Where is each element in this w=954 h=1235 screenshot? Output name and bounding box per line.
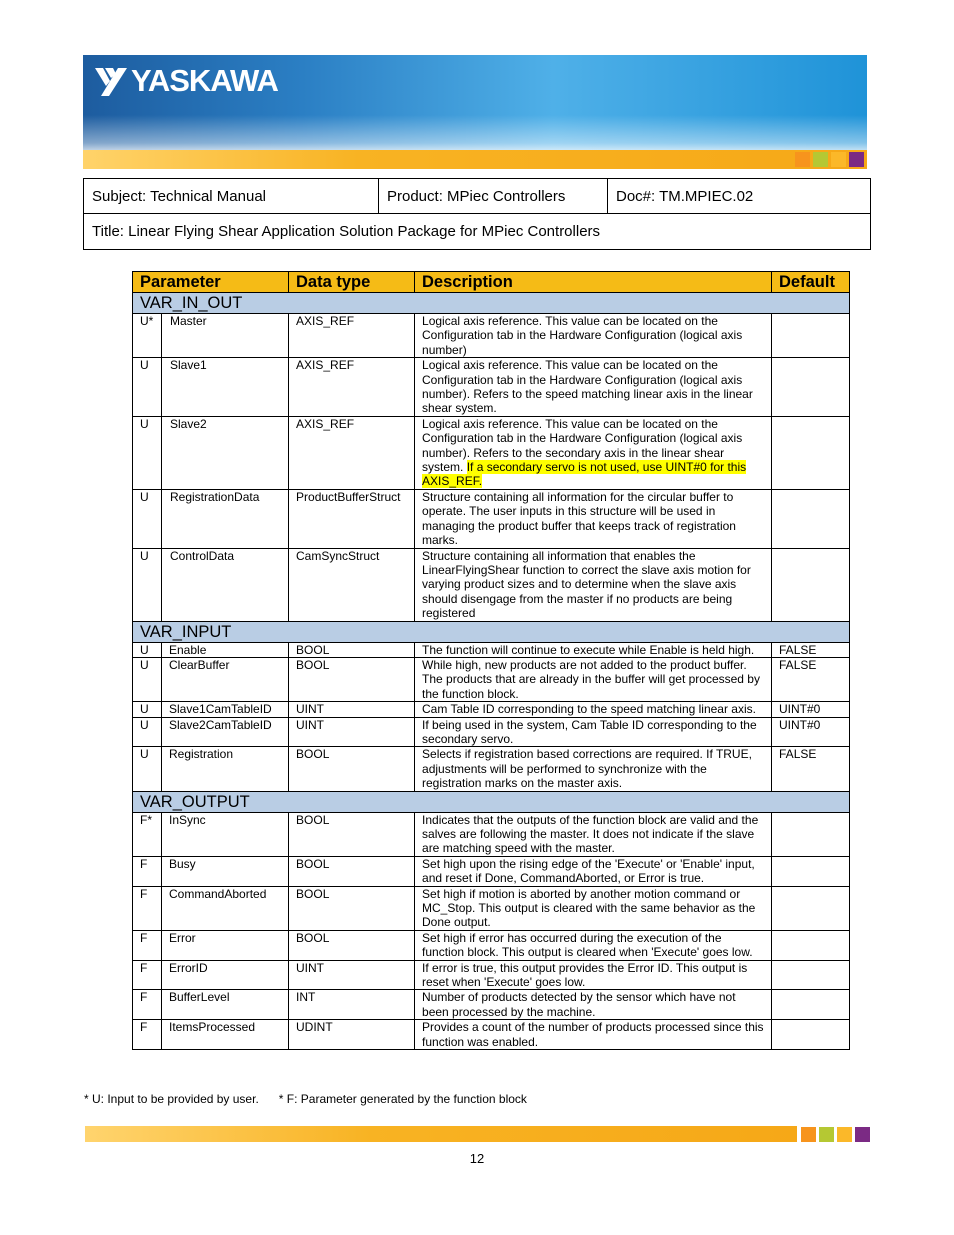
banner-wave <box>83 115 867 155</box>
param-description-cell <box>415 314 772 358</box>
square-purple <box>849 152 864 167</box>
square-yellow <box>837 1127 852 1142</box>
table-row <box>133 548 850 621</box>
param-kind-cell: U <box>133 747 162 791</box>
highlighted-note: If a secondary servo is not used, use UINT#0 for this AXIS_REF. <box>422 460 747 489</box>
param-type-cell: UDINT <box>289 1020 415 1050</box>
param-name-cell: Slave1CamTableID <box>162 702 289 717</box>
param-kind-cell: U <box>133 657 162 701</box>
table-row <box>133 886 850 930</box>
table-row <box>133 702 850 717</box>
section-label: VAR_INPUT <box>133 621 850 642</box>
param-kind-cell: F <box>133 856 162 886</box>
param-name-cell: ErrorID <box>162 960 289 990</box>
title-cell: Title: Linear Flying Shear Application Solution Package for MPiec Controllers <box>84 214 871 250</box>
description-text: Provides a count of the number of products processed since this function was enabled. <box>422 1020 764 1049</box>
param-name-cell: Slave2CamTableID <box>162 717 289 747</box>
param-type-cell: AXIS_REF <box>289 358 415 417</box>
param-description-cell <box>415 548 772 621</box>
table-row <box>133 642 850 657</box>
param-name-cell: Enable <box>162 642 289 657</box>
square-yellow <box>831 152 846 167</box>
header-parameter: Parameter <box>133 272 289 293</box>
param-kind-cell: U <box>133 702 162 717</box>
param-name-cell: Registration <box>162 747 289 791</box>
param-description-cell <box>415 856 772 886</box>
footer-squares <box>801 1127 870 1142</box>
description-text: While high, new products are not added to the product buffer. The products that are already in the buffer will get processed by the function block. <box>422 657 760 701</box>
table-row <box>133 930 850 960</box>
table-row <box>133 358 850 417</box>
param-default-cell <box>772 856 850 886</box>
param-default-cell <box>772 930 850 960</box>
param-name-cell: ItemsProcessed <box>162 1020 289 1050</box>
param-description-cell <box>415 1020 772 1050</box>
param-kind-cell: F <box>133 990 162 1020</box>
description-text: Structure containing all information that enables the LinearFlyingShear function to correct the slave axis motion for varying product sizes and to determine when the slave axis should disengage from the master if no products are being registered <box>422 548 751 621</box>
header-default: Default <box>772 272 850 293</box>
section-label: VAR_IN_OUT <box>133 293 850 314</box>
param-kind-cell: U <box>133 548 162 621</box>
param-kind-cell: U <box>133 358 162 417</box>
header-datatype: Data type <box>289 272 415 293</box>
param-type-cell: BOOL <box>289 642 415 657</box>
param-default-cell <box>772 960 850 990</box>
param-kind-cell: F <box>133 960 162 990</box>
description-text: Logical axis reference. This value can be located on the Configuration tab in the Hardware Configuration (logical axis number) <box>422 314 743 357</box>
footnote: * U: Input to be provided by user. * F: Parameter generated by the function block <box>84 1092 527 1106</box>
header-description: Description <box>415 272 772 293</box>
description-text: Set high upon the rising edge of the 'Execute' or 'Enable' input, and reset if Done, CommandAborted, or Error is true. <box>422 856 755 886</box>
param-default-cell <box>772 548 850 621</box>
table-row <box>133 960 850 990</box>
param-type-cell: BOOL <box>289 856 415 886</box>
param-description-cell <box>415 717 772 747</box>
param-description-cell <box>415 657 772 701</box>
param-name-cell: Slave1 <box>162 358 289 417</box>
square-orange <box>795 152 810 167</box>
table-row <box>133 812 850 856</box>
param-default-cell <box>772 886 850 930</box>
param-description-cell <box>415 747 772 791</box>
param-type-cell: UINT <box>289 702 415 717</box>
param-type-cell: BOOL <box>289 812 415 856</box>
table-row <box>133 1020 850 1050</box>
header-squares <box>795 152 864 167</box>
square-green <box>813 152 828 167</box>
param-name-cell: Busy <box>162 856 289 886</box>
param-default-cell: FALSE <box>772 747 850 791</box>
section-label: VAR_OUTPUT <box>133 791 850 812</box>
param-kind-cell: F <box>133 930 162 960</box>
param-default-cell: UINT#0 <box>772 717 850 747</box>
param-description-cell <box>415 960 772 990</box>
table-row <box>133 416 850 489</box>
param-description-cell <box>415 358 772 417</box>
param-default-cell <box>772 416 850 489</box>
doc-number-cell: Doc#: TM.MPIEC.02 <box>608 179 871 214</box>
description-text: The function will continue to execute while Enable is held high. <box>422 642 755 657</box>
parameter-table <box>132 271 850 1050</box>
square-orange <box>801 1127 816 1142</box>
footer-orange-band <box>85 1126 797 1142</box>
yaskawa-logo <box>93 61 278 101</box>
table-row <box>133 657 850 701</box>
description-text: Number of products detected by the sensor which have not been processed by the machine. <box>422 990 736 1019</box>
param-name-cell: ClearBuffer <box>162 657 289 701</box>
table-row <box>133 856 850 886</box>
table-row <box>133 314 850 358</box>
param-description-cell <box>415 416 772 489</box>
param-type-cell: AXIS_REF <box>289 314 415 358</box>
brand-name: YASKAWA <box>131 63 278 98</box>
param-description-cell <box>415 642 772 657</box>
param-default-cell: FALSE <box>772 657 850 701</box>
param-description-cell <box>415 990 772 1020</box>
description-text: If error is true, this output provides the Error ID. This output is reset when 'Execute' goes low. <box>422 960 748 990</box>
param-default-cell <box>772 812 850 856</box>
param-name-cell: ControlData <box>162 548 289 621</box>
param-kind-cell: U <box>133 489 162 548</box>
description-text: Indicates that the outputs of the function block are valid and the salves are following the master. It does not indicate if the slave are matching speed with the master. <box>422 812 759 856</box>
param-type-cell: ProductBufferStruct <box>289 489 415 548</box>
param-type-cell: AXIS_REF <box>289 416 415 489</box>
param-name-cell: Slave2 <box>162 416 289 489</box>
param-default-cell <box>772 358 850 417</box>
param-description-cell <box>415 702 772 717</box>
param-default-cell <box>772 990 850 1020</box>
section-row <box>133 621 850 642</box>
square-green <box>819 1127 834 1142</box>
table-header-row <box>133 272 850 293</box>
section-row <box>133 293 850 314</box>
square-purple <box>855 1127 870 1142</box>
param-default-cell: UINT#0 <box>772 702 850 717</box>
param-description-cell <box>415 812 772 856</box>
param-type-cell: BOOL <box>289 657 415 701</box>
param-type-cell: BOOL <box>289 930 415 960</box>
param-kind-cell: F <box>133 1020 162 1050</box>
subject-cell: Subject: Technical Manual <box>84 179 379 214</box>
yaskawa-logo-icon <box>93 64 129 98</box>
table-row <box>133 747 850 791</box>
header-banner <box>83 55 867 169</box>
table-row <box>133 489 850 548</box>
param-name-cell: Master <box>162 314 289 358</box>
param-name-cell: BufferLevel <box>162 990 289 1020</box>
param-default-cell: FALSE <box>772 642 850 657</box>
param-kind-cell: U <box>133 642 162 657</box>
param-kind-cell: U* <box>133 314 162 358</box>
param-name-cell: RegistrationData <box>162 489 289 548</box>
description-text: Structure containing all information for the circular buffer to operate. The user inputs in this structure will be used in managing the product buffer that keeps track of registration marks. <box>422 489 736 548</box>
description-text: Selects if registration based corrections are required. If TRUE, adjustments will be performed to synchronize with the registration marks on the master axis. <box>422 747 752 791</box>
param-type-cell: INT <box>289 990 415 1020</box>
product-cell: Product: MPiec Controllers <box>379 179 608 214</box>
param-kind-cell: F* <box>133 812 162 856</box>
table-row <box>133 717 850 747</box>
param-name-cell: CommandAborted <box>162 886 289 930</box>
param-default-cell <box>772 314 850 358</box>
param-type-cell: CamSyncStruct <box>289 548 415 621</box>
param-type-cell: UINT <box>289 960 415 990</box>
param-default-cell <box>772 1020 850 1050</box>
param-type-cell: BOOL <box>289 886 415 930</box>
description-text: Set high if motion is aborted by another motion command or MC_Stop. This output is cleared with the same behavior as the Done output. <box>422 886 756 930</box>
description-text: If being used in the system, Cam Table ID corresponding to the secondary servo. <box>422 717 757 746</box>
param-kind-cell: U <box>133 717 162 747</box>
banner-orange-band <box>83 150 867 169</box>
description-text: Set high if error has occurred during the execution of the function block. This output is cleared when 'Execute' goes low. <box>422 930 753 960</box>
param-name-cell: Error <box>162 930 289 960</box>
document-meta-table <box>83 178 871 250</box>
param-default-cell <box>772 489 850 548</box>
param-kind-cell: U <box>133 416 162 489</box>
param-name-cell: InSync <box>162 812 289 856</box>
param-type-cell: BOOL <box>289 747 415 791</box>
param-type-cell: UINT <box>289 717 415 747</box>
section-row <box>133 791 850 812</box>
param-description-cell <box>415 930 772 960</box>
param-description-cell <box>415 886 772 930</box>
page-number: 12 <box>469 1151 485 1166</box>
description-text: Cam Table ID corresponding to the speed matching linear axis. <box>422 702 756 717</box>
description-text: Logical axis reference. This value can be located on the Configuration tab in the Hardware Configuration (logical axis number). Refers to the secondary axis in the linear shear system. <box>422 416 743 475</box>
param-kind-cell: F <box>133 886 162 930</box>
param-description-cell <box>415 489 772 548</box>
parameter-table-body <box>133 293 850 1050</box>
description-text: Logical axis reference. This value can be located on the Configuration tab in the Hardware Configuration (logical axis number). Refers to the speed matching linear axis in the linear shear system. <box>422 358 753 416</box>
table-row <box>133 990 850 1020</box>
